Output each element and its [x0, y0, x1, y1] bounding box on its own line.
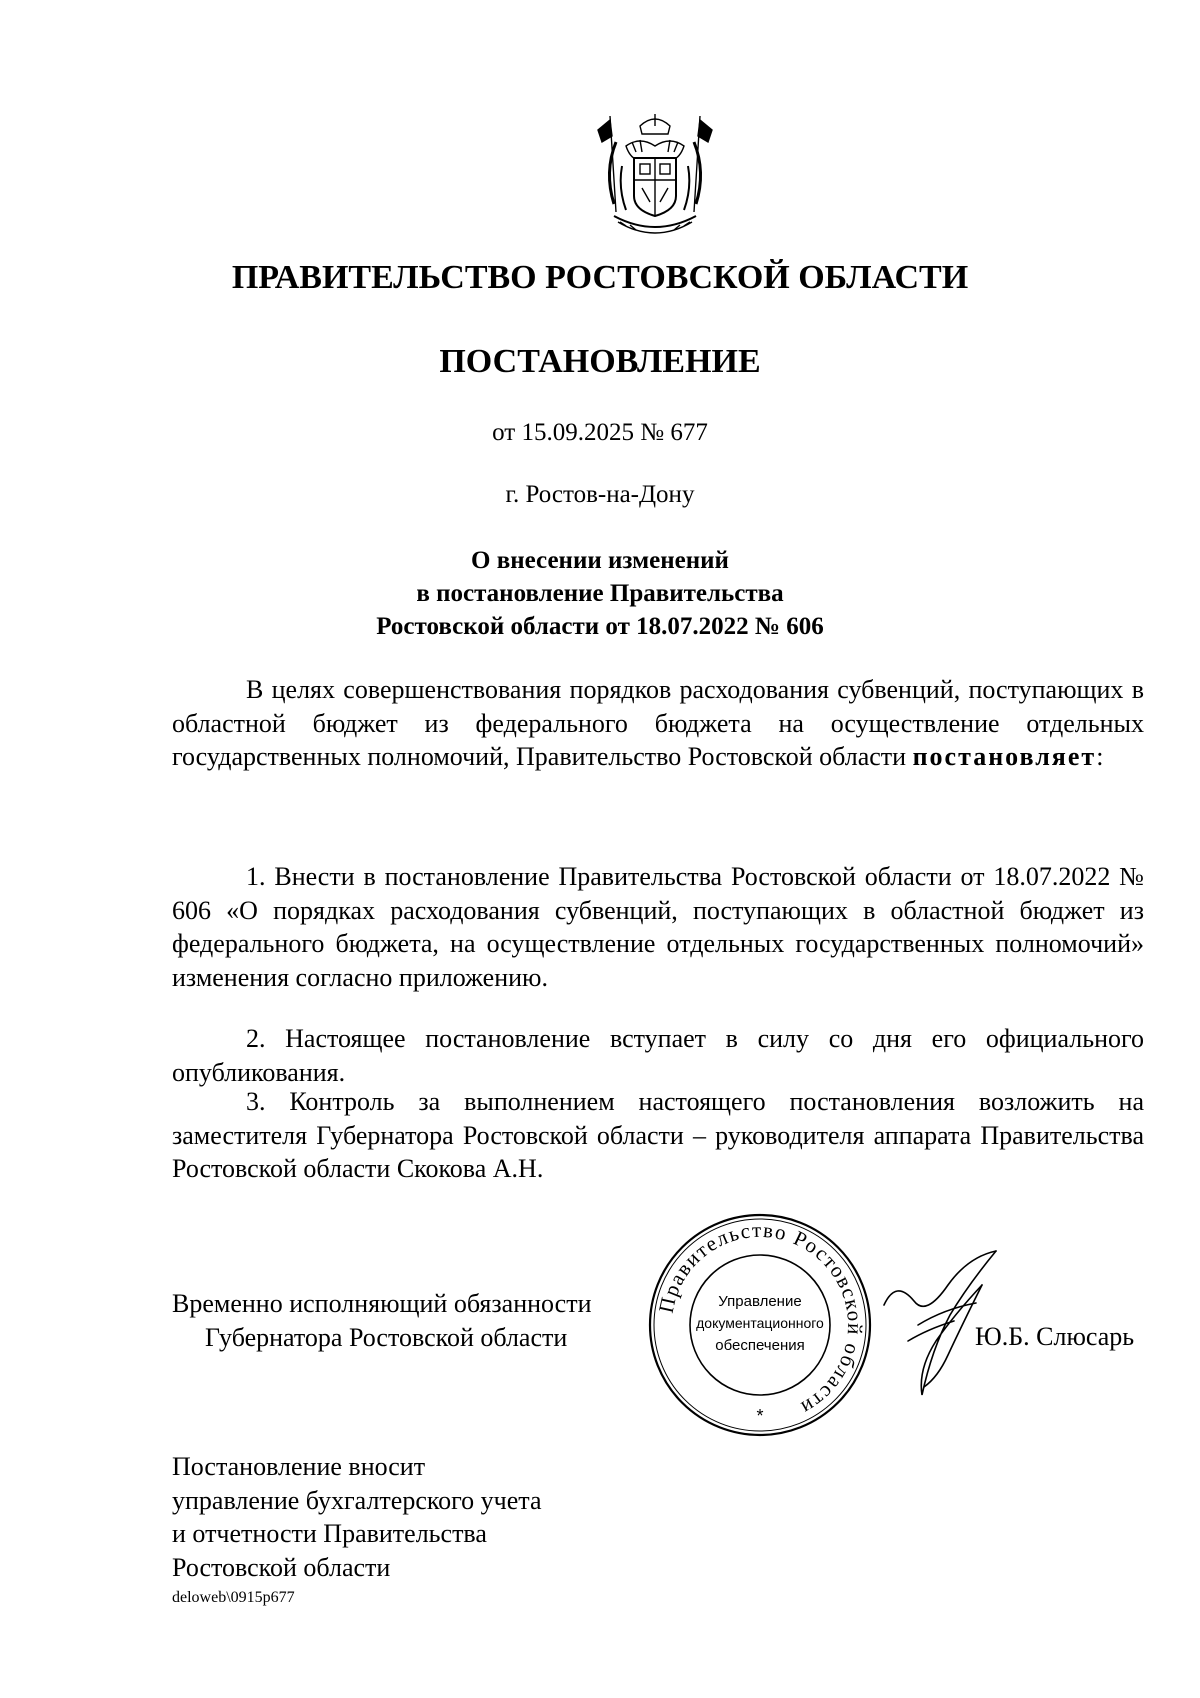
- subject-line-1: О внесении изменений: [471, 547, 729, 574]
- signatory-position: [172, 1287, 642, 1354]
- stamp-center-line-1: Управление: [718, 1293, 802, 1310]
- item-1-paragraph: 1. Внести в постановление Правительства Ростовской области от 18.07.2022 № 606 «О порядках расходования субвенций, поступающих в областной бюджет из федерального бюджета, на осуществление отдельных государственных полномочий» изменения согласно приложению.: [172, 862, 1144, 992]
- official-stamp: [645, 1210, 875, 1440]
- position-line-1: Временно исполняющий обязанности: [172, 1289, 592, 1318]
- stamp-ring-text: Правительство Ростовской области: [653, 1217, 868, 1421]
- file-reference: deloweb\0915p677: [172, 1589, 295, 1606]
- subject-line-3: Ростовской области от 18.07.2022 № 606: [376, 613, 824, 640]
- author-line-4: Ростовской области: [172, 1552, 391, 1582]
- position-line-2: Губернатора Ростовской области: [205, 1322, 568, 1352]
- stamp-center-line-2: документационного: [696, 1315, 824, 1331]
- author-line-2: управление бухгалтерского учета: [172, 1485, 542, 1515]
- city: г. Ростов-на-Дону: [505, 481, 695, 508]
- document-type-title: ПОСТАНОВЛЕНИЕ: [439, 343, 761, 380]
- intro-paragraph: [172, 673, 1144, 774]
- date-number: от 15.09.2025 № 677: [492, 419, 708, 446]
- coat-of-arms-icon: [596, 112, 714, 240]
- item-3-paragraph: 3. Контроль за выполнением настоящего постановления возложить на заместителя Губернатора Ростовской области – руководителя аппарата Правительства Ростовской области Скокова А.Н.: [172, 1087, 1144, 1183]
- stamp-star: *: [756, 1406, 764, 1426]
- intro-text: В целях совершенствования порядков расходования субвенций, поступающих в областной бюджет из федерального бюджета на осуществление отдельных государственных полномочий, Правительство Ростовской области: [172, 675, 1144, 771]
- subject-line-2: в постановление Правительства: [416, 580, 784, 607]
- author-note: [172, 1450, 772, 1584]
- government-title: ПРАВИТЕЛЬСТВО РОСТОВСКОЙ ОБЛАСТИ: [231, 259, 969, 296]
- author-line-1: Постановление вносит: [172, 1452, 426, 1481]
- resolves-keyword: постановляет: [912, 742, 1097, 771]
- author-line-3: и отчетности Правительства: [172, 1519, 487, 1548]
- document-subject: [0, 544, 1200, 643]
- item-2-paragraph: 2. Настоящее постановление вступает в силу со дня его официального опубликования.: [172, 1024, 1144, 1087]
- stamp-center-line-3: обеспечения: [715, 1337, 805, 1354]
- signatory-name: Ю.Б. Слюсарь: [975, 1322, 1135, 1351]
- intro-end: :: [1096, 742, 1104, 771]
